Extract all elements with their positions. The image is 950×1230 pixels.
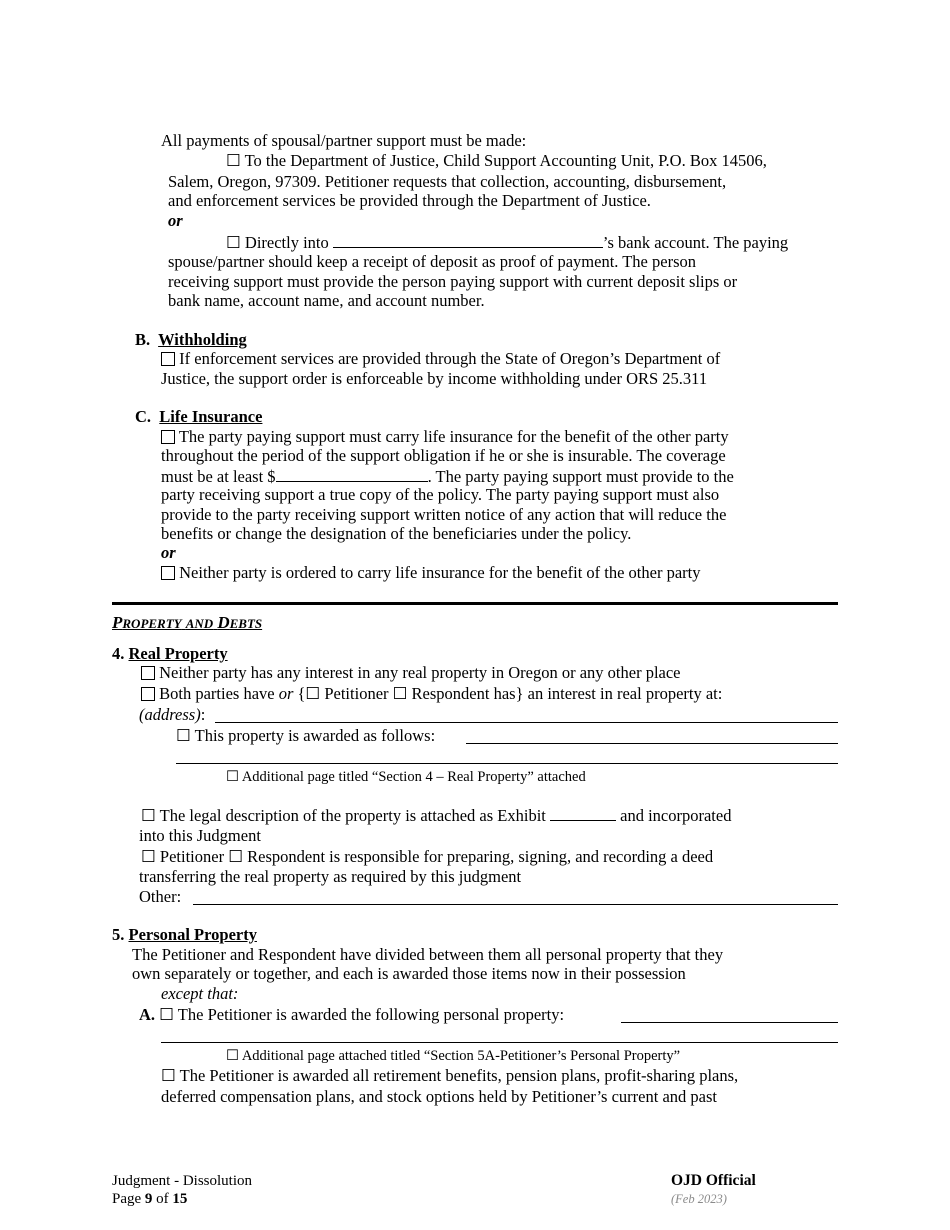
- property-and-debts-heading: [112, 613, 262, 634]
- footer-official: OJD Official: [671, 1172, 756, 1189]
- petitioner-personal-property-line: [139, 1005, 564, 1025]
- no-real-property-text: Neither party has any interest in any real property in Oregon or any other place: [159, 663, 681, 682]
- coverage-label: must be at least $: [161, 467, 276, 486]
- life-insurance-title: Life Insurance: [159, 407, 263, 426]
- withholding-heading: [135, 330, 247, 350]
- life-insurance-line5: provide to the party receiving support written notice of any action that will reduce the: [161, 505, 727, 524]
- life-insurance-heading: [135, 407, 262, 427]
- legal-description-option[interactable]: ☐ The legal description of the property is attached as Exhibit: [141, 806, 546, 825]
- real-property-interest-checkbox[interactable]: [141, 687, 155, 701]
- or-word: or: [278, 684, 294, 703]
- address-colon: :: [200, 705, 206, 724]
- or-separator-2: or: [161, 543, 176, 562]
- payments-intro: All payments of spousal/partner support must be made:: [161, 131, 527, 150]
- life-insurance-line1: [161, 427, 729, 447]
- exhibit-field[interactable]: [550, 805, 616, 821]
- life-insurance-letter: C.: [135, 407, 152, 426]
- doj-option[interactable]: ☐ To the Department of Justice, Child Support Accounting Unit, P.O. Box 14506,: [226, 151, 767, 170]
- both-parties-text: Both parties have: [159, 684, 275, 703]
- petitioner-personal-property-option[interactable]: ☐ The Petitioner is awarded the following personal property:: [159, 1005, 565, 1024]
- footer-date: (Feb 2023): [671, 1192, 727, 1206]
- life-insurance-text: The party paying support must carry life insurance for the benefit of the other party: [178, 427, 729, 446]
- direct-deposit-option: [226, 232, 788, 253]
- personal-property-additional-page-option[interactable]: ☐ Additional page attached titled “Section 5A-Petitioner’s Personal Property”: [226, 1048, 681, 1064]
- or-separator: or: [168, 211, 183, 230]
- page-total: 15: [172, 1191, 188, 1207]
- doj-text-line2: Salem, Oregon, 97309. Petitioner requests that collection, accounting, disbursement,: [168, 172, 727, 191]
- real-property-additional-page-option[interactable]: ☐ Additional page titled “Section 4 – Real Property” attached: [226, 769, 586, 785]
- life-insurance-line3: [161, 466, 734, 487]
- bank-account-name-field[interactable]: [333, 232, 603, 248]
- coverage-text: . The party paying support must provide to the: [427, 467, 734, 486]
- petitioner-personal-property-field-line2[interactable]: [161, 1042, 838, 1043]
- coverage-amount-field[interactable]: [276, 466, 428, 482]
- real-property-number: 4.: [112, 644, 125, 663]
- withholding-letter: B.: [135, 330, 151, 349]
- withholding-title: Withholding: [158, 330, 247, 349]
- retirement-benefits-option[interactable]: ☐ The Petitioner is awarded all retirement benefits, pension plans, profit-sharing plans,: [161, 1066, 739, 1085]
- life-insurance-line4: party receiving support a true copy of the policy. The party paying support must also: [161, 485, 720, 504]
- other-label: Other:: [139, 887, 182, 906]
- except-that-label: except that:: [161, 984, 239, 1003]
- address-label: (address): [139, 705, 201, 724]
- heading-d: D: [217, 613, 230, 632]
- legal-description-text: and incorporated: [620, 806, 732, 825]
- address-label-line: [139, 705, 205, 725]
- direct-deposit-checkbox-label[interactable]: ☐ Directly into: [226, 233, 329, 252]
- real-property-heading: [112, 644, 228, 664]
- interest-party-options[interactable]: {☐ Petitioner ☐ Respondent has} an interest in real property at:: [297, 684, 723, 703]
- withholding-line2: Justice, the support order is enforceable by income withholding under ORS 25.311: [161, 369, 708, 388]
- withholding-line1: [161, 349, 720, 369]
- legal-description-line2: into this Judgment: [139, 826, 261, 845]
- direct-text-line4: bank name, account name, and account number.: [168, 291, 485, 310]
- heading-ebts: EBTS: [229, 616, 263, 631]
- footer-page-number: [112, 1189, 187, 1209]
- direct-text-line2: spouse/partner should keep a receipt of deposit as proof of payment. The person: [168, 252, 696, 271]
- life-insurance-line6: benefits or change the designation of the beneficiaries under the policy.: [161, 524, 632, 543]
- no-real-property-line: [141, 663, 681, 683]
- direct-text-line3: receiving support must provide the person paying support with current deposit slips or: [168, 272, 738, 291]
- heading-and: AND: [185, 616, 214, 631]
- deed-responsibility-line2: transferring the real property as required by this judgment: [139, 867, 522, 886]
- life-insurance-line2: throughout the period of the support obligation if he or she is insurable. The coverage: [161, 446, 726, 465]
- withholding-text: If enforcement services are provided through the State of Oregon’s Department of: [179, 349, 721, 368]
- address-field[interactable]: [215, 722, 838, 723]
- property-awarded-option[interactable]: ☐ This property is awarded as follows:: [176, 726, 436, 745]
- doj-text-line3: and enforcement services be provided through the Department of Justice.: [168, 191, 651, 210]
- page-word: Page: [112, 1191, 142, 1207]
- no-life-insurance-line: [161, 563, 701, 583]
- personal-property-heading: [112, 925, 257, 945]
- withholding-checkbox[interactable]: [161, 352, 175, 366]
- personal-property-line2: own separately or together, and each is awarded those items now in their possession: [132, 964, 686, 983]
- other-field[interactable]: [193, 904, 838, 905]
- of-word: of: [156, 1191, 169, 1207]
- heading-p: P: [112, 613, 123, 632]
- property-awarded-field-line2[interactable]: [176, 763, 838, 764]
- no-real-property-checkbox[interactable]: [141, 666, 155, 680]
- legal-description-line: [141, 805, 731, 826]
- no-life-insurance-checkbox[interactable]: [161, 566, 175, 580]
- personal-property-title: Personal Property: [128, 925, 257, 944]
- personal-property-line1: The Petitioner and Respondent have divided between them all personal property that they: [132, 945, 724, 964]
- direct-deposit-text: ’s bank account. The paying: [602, 233, 789, 252]
- real-property-interest-line: [141, 684, 722, 704]
- petitioner-personal-property-field[interactable]: [621, 1022, 838, 1023]
- personal-property-number: 5.: [112, 925, 125, 944]
- property-awarded-field[interactable]: [466, 743, 838, 744]
- real-property-title: Real Property: [128, 644, 228, 663]
- deed-responsibility-option[interactable]: ☐ Petitioner ☐ Respondent is responsible for preparing, signing, and recording a deed: [141, 847, 714, 866]
- heading-roperty: ROPERTY: [122, 616, 182, 631]
- page-current: 9: [144, 1191, 153, 1207]
- footer-doc-title: Judgment - Dissolution: [112, 1173, 253, 1189]
- life-insurance-checkbox[interactable]: [161, 430, 175, 444]
- section-divider: [112, 602, 838, 605]
- no-life-insurance-text: Neither party is ordered to carry life insurance for the benefit of the other party: [179, 563, 701, 582]
- retirement-benefits-line2: deferred compensation plans, and stock options held by Petitioner’s current and past: [161, 1087, 717, 1106]
- subsection-a-letter: A.: [139, 1005, 156, 1024]
